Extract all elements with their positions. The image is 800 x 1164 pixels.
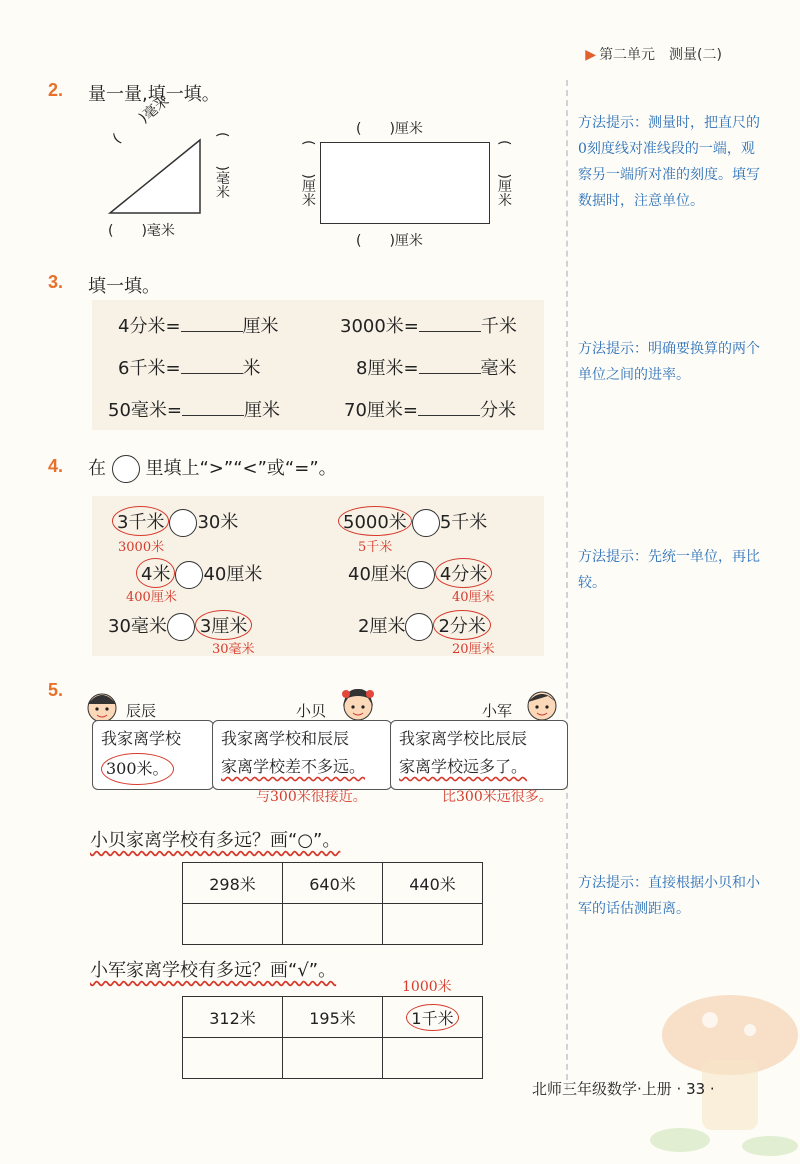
answer-blank[interactable] xyxy=(181,357,243,374)
compare-circle[interactable] xyxy=(169,509,197,537)
triangle-side-label: ( )毫米 xyxy=(214,132,230,199)
q3-text: 填一填。 xyxy=(88,276,160,297)
table2-cell: 312米 xyxy=(183,997,283,1038)
table2-answer-cell[interactable] xyxy=(183,1038,283,1079)
q4-row2-note: 400厘米 xyxy=(126,590,177,605)
q4-row1-left: 3千米 30米 xyxy=(112,506,238,537)
table2-note: 1000米 xyxy=(402,979,452,995)
q5-number: 5. xyxy=(48,680,64,700)
rect-right-label: ( )厘米 xyxy=(496,140,512,207)
q3-tip: 方法提示：明确要换算的两个单位之间的进率。 xyxy=(578,341,760,383)
q5-question1: 小贝家离学校有多远？画“○”。 xyxy=(90,830,341,851)
answer-blank[interactable] xyxy=(181,315,243,332)
q4-number: 4. xyxy=(48,456,64,476)
margin-divider xyxy=(566,80,568,1090)
q4-row3-left: 30毫米 3厘米 xyxy=(108,610,252,641)
table2-answer-cell[interactable] xyxy=(283,1038,383,1079)
speech-xiaobei: 我家离学校和辰辰 家离学校差不多远。 xyxy=(212,720,392,790)
q5-tip: 方法提示：直接根据小贝和小军的话估测距离。 xyxy=(578,875,760,917)
compare-circle[interactable] xyxy=(412,509,440,537)
q3-row1-left: 4分米= 厘米 xyxy=(118,316,279,337)
q4-tip: 方法提示：先统一单位，再比较。 xyxy=(578,549,760,591)
compare-circle[interactable] xyxy=(175,561,203,589)
q3-row2-right: 8厘米= 毫米 xyxy=(356,358,517,379)
q4-row3-right-note: 20厘米 xyxy=(452,642,495,657)
table1-cell: 298米 xyxy=(183,863,283,904)
kid-name-xiaojun: 小军 xyxy=(482,702,513,720)
table1-answer-cell[interactable] xyxy=(183,904,283,945)
q4-row1-right-note: 5千米 xyxy=(358,540,393,555)
q3-row2-left: 6千米= 米 xyxy=(118,358,261,379)
page-footer: 北师三年级数学·上册 · 33 · xyxy=(532,1080,715,1098)
table2-cell: 195米 xyxy=(283,997,383,1038)
answer-blank[interactable] xyxy=(418,399,480,416)
answer-blank[interactable] xyxy=(419,315,481,332)
table2-cell: 1千米 xyxy=(383,997,483,1038)
q4-row2-left: 4米 40厘米 xyxy=(136,558,262,589)
triangle-bottom-label: ( )毫米 xyxy=(108,223,175,239)
q3-number: 3. xyxy=(48,272,64,292)
q4-row1-right: 5000米 5千米 xyxy=(338,506,487,537)
answer-blank[interactable] xyxy=(182,399,244,416)
kid-name-xiaobei: 小贝 xyxy=(296,702,327,720)
rectangle-figure xyxy=(320,142,490,224)
answer-blank[interactable] xyxy=(419,357,481,374)
q4-text: 在 里填上“>”“<”或“=”。 xyxy=(88,454,337,483)
q4-row3-note: 30毫米 xyxy=(212,642,255,657)
rect-top-label: ( )厘米 xyxy=(356,121,423,137)
unit-title: 第二单元 测量(二) xyxy=(599,47,722,63)
table1-cell: 440米 xyxy=(383,863,483,904)
table2-answer-cell[interactable] xyxy=(383,1038,483,1079)
speech-chenchen: 我家离学校 300米。 xyxy=(92,720,214,790)
compare-circle[interactable] xyxy=(405,613,433,641)
rect-bottom-label: ( )厘米 xyxy=(356,233,423,249)
q2-number: 2. xyxy=(48,80,64,100)
right-triangle xyxy=(110,140,200,213)
page-header xyxy=(585,44,722,64)
q3-row1-right: 3000米= 千米 xyxy=(340,316,517,337)
speech-xiaojun: 我家离学校比辰辰 家离学校远多了。 xyxy=(390,720,568,790)
answer-table-1 xyxy=(182,862,483,945)
note-xiaobei: 与300米很接近。 xyxy=(256,789,367,805)
circle-icon xyxy=(112,455,140,483)
q4-row3-right: 2厘米 2分米 xyxy=(358,610,491,641)
triangle-icon: ▶ xyxy=(585,47,597,63)
table1-answer-cell[interactable] xyxy=(383,904,483,945)
avatar-xiaojun xyxy=(522,684,562,724)
q4-row1-note: 3000米 xyxy=(118,540,165,555)
rect-left-label: ( )厘米 xyxy=(300,140,316,207)
table1-answer-cell[interactable] xyxy=(283,904,383,945)
q2-text: 量一量,填一填。 xyxy=(88,84,220,105)
avatar-xiaobei xyxy=(338,684,378,724)
compare-circle[interactable] xyxy=(407,561,435,589)
note-xiaojun: 比300米远很多。 xyxy=(442,789,553,805)
q3-row3-right: 70厘米= 分米 xyxy=(344,400,516,421)
triangle-hypotenuse-label: ( )毫米 xyxy=(109,93,173,147)
q3-row3-left: 50毫米= 厘米 xyxy=(108,400,280,421)
compare-circle[interactable] xyxy=(167,613,195,641)
q4-row2-right-note: 40厘米 xyxy=(452,590,495,605)
q4-row2-right: 40厘米 4分米 xyxy=(348,558,492,589)
q2-tip: 方法提示：测量时，把直尺的0刻度线对准线段的一端，观察另一端所对准的刻度。填写数据时，注意单位。 xyxy=(578,115,760,209)
kid-name-chenchen: 辰辰 xyxy=(126,702,157,720)
q5-question2: 小军家离学校有多远？画“√”。 xyxy=(90,960,337,981)
mushroom-decoration xyxy=(640,990,800,1164)
answer-table-2 xyxy=(182,996,483,1079)
table1-cell: 640米 xyxy=(283,863,383,904)
